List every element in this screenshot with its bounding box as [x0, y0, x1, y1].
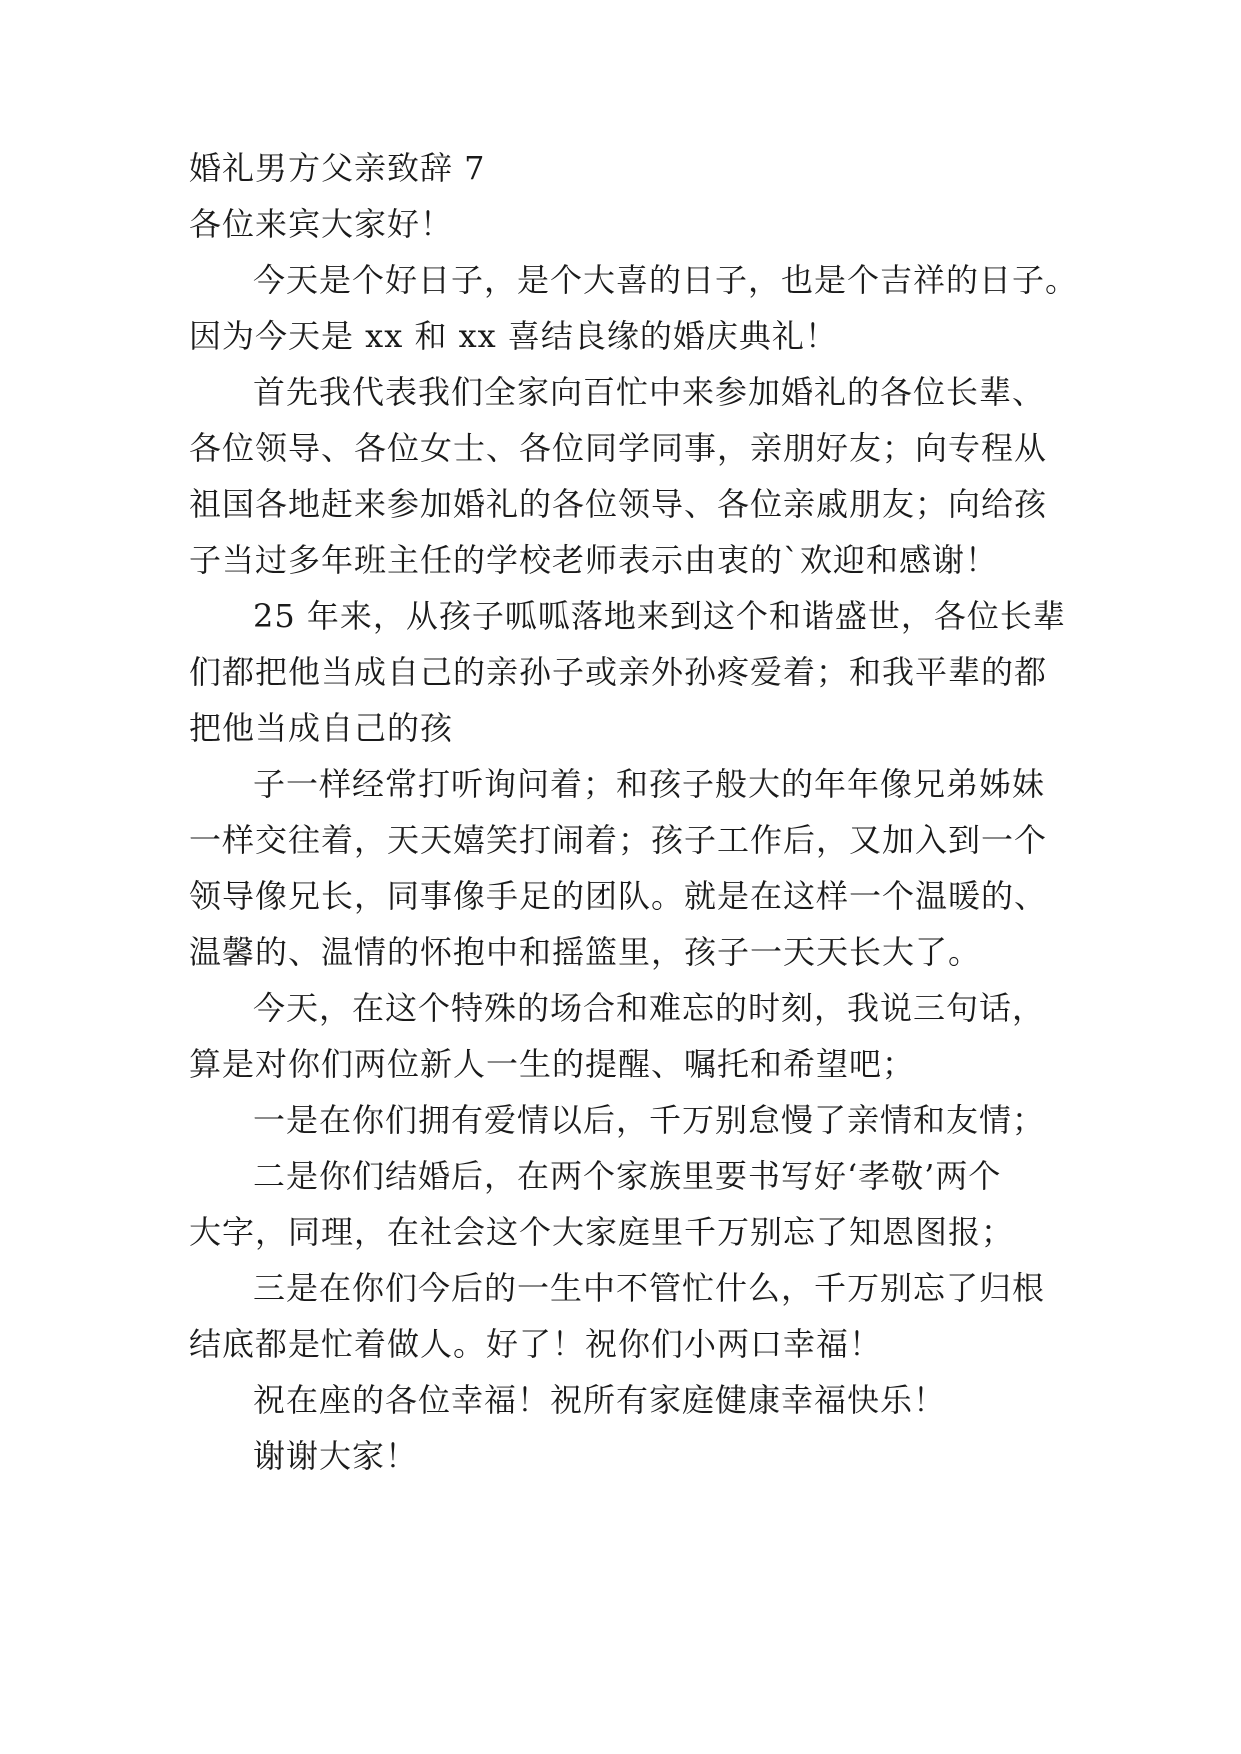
text-line: 谢谢大家！	[253, 1437, 419, 1475]
text-line: 子一样经常打听询问着；和孩子般大的年年像兄弟姊妹	[253, 765, 1046, 803]
text-line: 首先我代表我们全家向百忙中来参加婚礼的各位长辈、	[253, 373, 1046, 411]
text-line: 领导像兄长，同事像手足的团队。就是在这样一个温暖的、	[189, 877, 1048, 915]
text-line: 把他当成自己的孩	[189, 709, 454, 747]
text-line: 们都把他当成自己的亲孙子或亲外孙疼爱着；和我平辈的都	[189, 653, 1048, 691]
text-line: 温馨的、温情的怀抱中和摇篮里，孩子一天天长大了。	[189, 933, 982, 971]
text-line: 各位来宾大家好！	[189, 205, 454, 243]
text-line: 祖国各地赶来参加婚礼的各位领导、各位亲戚朋友；向给孩	[189, 485, 1048, 523]
document-title: 婚礼男方父亲致辞 7	[189, 149, 486, 187]
text-line: 25 年来，从孩子呱呱落地来到这个和谐盛世，各位长辈	[253, 597, 1066, 635]
text-line: 各位领导、各位女士、各位同学同事，亲朋好友；向专程从	[189, 429, 1048, 467]
text-line: 二是你们结婚后，在两个家族里要书写好‘孝敬’两个	[253, 1157, 1002, 1195]
text-line: 大字，同理，在社会这个大家庭里千万别忘了知恩图报；	[189, 1213, 1015, 1251]
text-line: 今天是个好日子，是个大喜的日子，也是个吉祥的日子。	[253, 261, 1079, 299]
text-line: 因为今天是 xx 和 xx 喜结良缘的婚庆典礼！	[189, 317, 838, 355]
text-line: 算是对你们两位新人一生的提醒、嘱托和希望吧；	[189, 1045, 916, 1083]
text-line: 一是在你们拥有爱情以后，千万别怠慢了亲情和友情；	[253, 1101, 1046, 1139]
text-line: 子当过多年班主任的学校老师表示由衷的`欢迎和感谢！	[189, 541, 999, 579]
text-line: 今天，在这个特殊的场合和难忘的时刻，我说三句话，	[253, 989, 1046, 1027]
text-line: 结底都是忙着做人。好了！祝你们小两口幸福！	[189, 1325, 883, 1363]
text-line: 祝在座的各位幸福！祝所有家庭健康幸福快乐！	[253, 1381, 947, 1419]
text-line: 一样交往着，天天嬉笑打闹着；孩子工作后，又加入到一个	[189, 821, 1048, 859]
text-line: 三是在你们今后的一生中不管忙什么，千万别忘了归根	[253, 1269, 1046, 1307]
